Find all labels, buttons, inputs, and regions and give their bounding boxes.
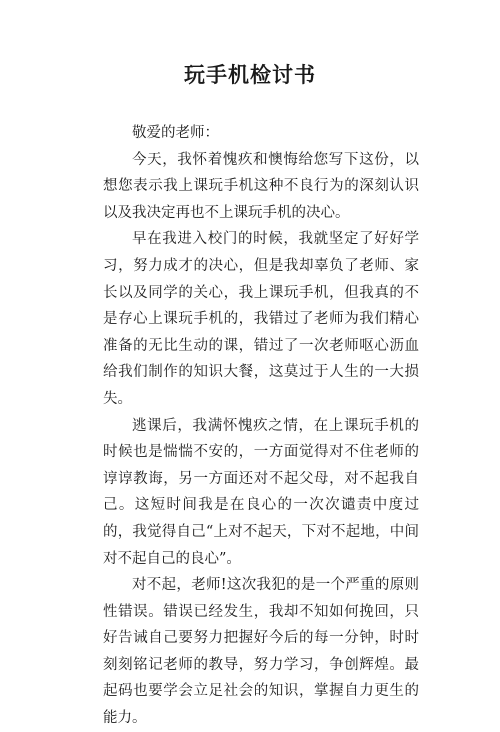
paragraph-1: 今天，我怀着愧疚和懊悔给您写下这份，以想您表示我上课玩手机这种不良行为的深刻认识以及我决定再也不上课玩手机的决心。 [103,151,419,221]
document-body [103,120,419,732]
salutation: 敬爱的老师： [132,125,219,141]
paragraph-3: 逃课后，我满怀愧疚之情，在上课玩手机的时候也是惴惴不安的，一方面觉得对不住老师的谆谆教诲，另一方面还对不起父母，对不起我自己。这短时间我是在良心的一次次谴责中度过的，我觉得自己“上对不起天，下对不起地，中间对不起自己的良心”。 [103,417,419,567]
paragraph-4: 对不起，老师!这次我犯的是一个严重的原则性错误。错误已经发生，我却不知如何挽回，只好告诫自己要努力把握好今后的每一分钟，时时刻刻铭记老师的教导，努力学习，争创辉煌。最起码也要学会立足社会的知识，掌握自力更生的能力。 [103,577,419,727]
paragraph-2: 早在我进入校门的时候，我就坚定了好好学习，努力成才的决心，但是我却辜负了老师、家长以及同学的关心，我上课玩手机，但我真的不是存心上课玩手机的，我错过了老师为我们精心准备的无比生动的课，错过了一次老师呕心沥血给我们制作的知识大餐，这莫过于人生的一大损失。 [103,231,419,407]
document-title: 玩手机检讨书 [184,63,316,87]
